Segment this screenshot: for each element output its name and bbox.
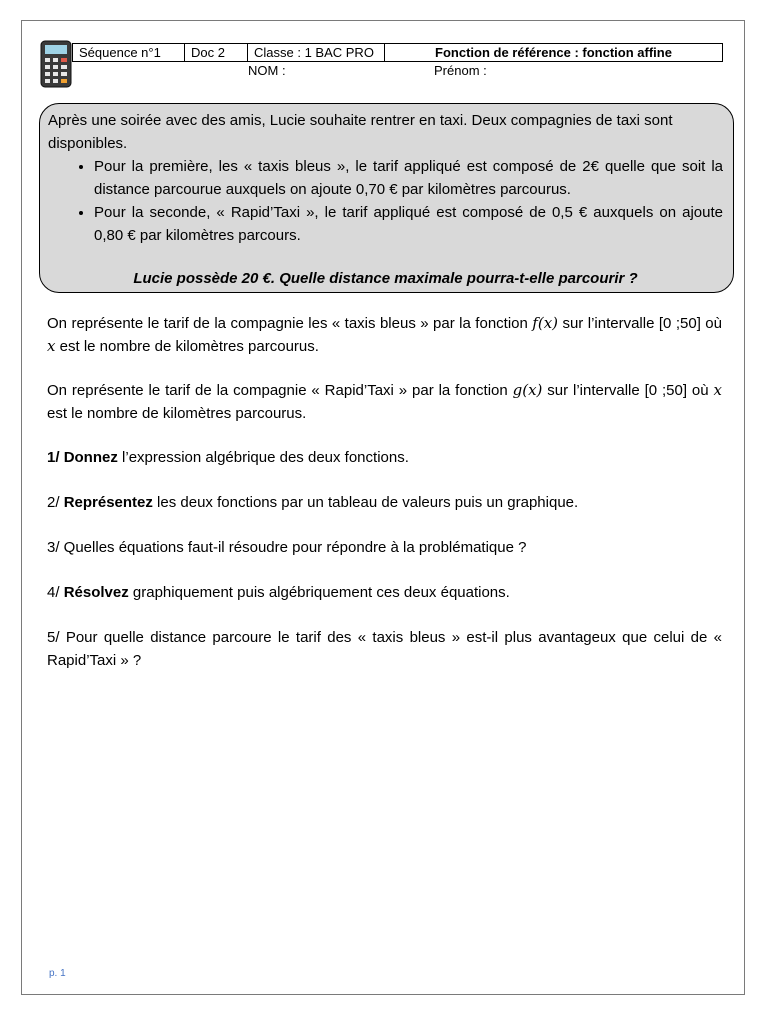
question-2	[47, 491, 722, 514]
document-title: Fonction de référence : fonction affine	[385, 44, 723, 62]
question-4	[47, 581, 722, 604]
prenom-label: Prénom :	[434, 63, 487, 78]
question-1	[47, 446, 722, 469]
q1-text: l’expression algébrique des deux fonctions.	[117, 449, 409, 466]
para2-text-a: On représente le tarif de la compagnie « Rapid’Taxi » par la fonction	[47, 382, 513, 399]
para2-text-b: sur l’intervalle [0 ;50] où	[542, 382, 714, 399]
nom-label: NOM :	[248, 63, 286, 78]
q2-verb: Représentez	[63, 494, 153, 511]
q2-text: les deux fonctions par un tableau de valeurs puis un graphique.	[152, 494, 579, 511]
problem-box	[39, 103, 734, 293]
company-bullet-1: • Pour la première, les « taxis bleus », le tarif appliqué est composé de 2€ quelle que soit la distance parcourue auxquels on ajoute 0,70 € par kilomètres parcourus.	[94, 155, 723, 201]
calculator-icon	[40, 40, 72, 88]
classe-cell: Classe : 1 BAC PRO	[248, 44, 385, 62]
company-bullet-2: • Pour la seconde, « Rapid’Taxi », le tarif appliqué est composé de 0,5 € auxquels on ajoute 0,80 € par kilomètres parcours.	[94, 201, 723, 247]
para1-text-a: On représente le tarif de la compagnie les « taxis bleus » par la fonction	[47, 315, 533, 332]
q4-verb: Résolvez	[63, 584, 129, 601]
page-number: p. 1	[49, 968, 66, 979]
problem-question: Lucie possède 20 €. Quelle distance maximale pourra-t-elle parcourir ?	[133, 270, 638, 287]
paragraph-g	[47, 379, 722, 425]
q2-number: 2/	[47, 494, 64, 511]
q4-number: 4/	[47, 584, 64, 601]
q1-number: 1/	[47, 449, 64, 466]
question-5	[47, 626, 722, 672]
problem-intro: Après une soirée avec des amis, Lucie souhaite rentrer en taxi. Deux compagnies de taxi sont disponibles.	[48, 112, 673, 152]
q1-verb: Donnez	[63, 449, 118, 466]
function-g: g(x)	[512, 381, 543, 399]
para2-text-c: est le nombre de kilomètres parcourus.	[47, 405, 307, 422]
variable-x: x	[47, 337, 56, 355]
question-3	[47, 536, 722, 559]
company-list	[48, 155, 723, 247]
q5-text: 5/ Pour quelle distance parcoure le tarif des « taxis bleus » est-il plus avantageux que celui de « Rapid’Taxi » ?	[47, 629, 722, 669]
para1-text-b: sur l’intervalle [0 ;50] où	[558, 315, 722, 332]
variable-x: x	[713, 381, 722, 399]
function-f: f(x)	[532, 314, 559, 332]
para1-text-c: est le nombre de kilomètres parcourus.	[55, 338, 319, 355]
header-table	[72, 43, 723, 62]
paragraph-f	[47, 312, 722, 358]
q4-text: graphiquement puis algébriquement ces deux équations.	[128, 584, 510, 601]
sequence-cell: Séquence n°1	[73, 44, 185, 62]
q3-text: 3/ Quelles équations faut-il résoudre pour répondre à la problématique ?	[47, 539, 527, 556]
doc-cell: Doc 2	[185, 44, 248, 62]
